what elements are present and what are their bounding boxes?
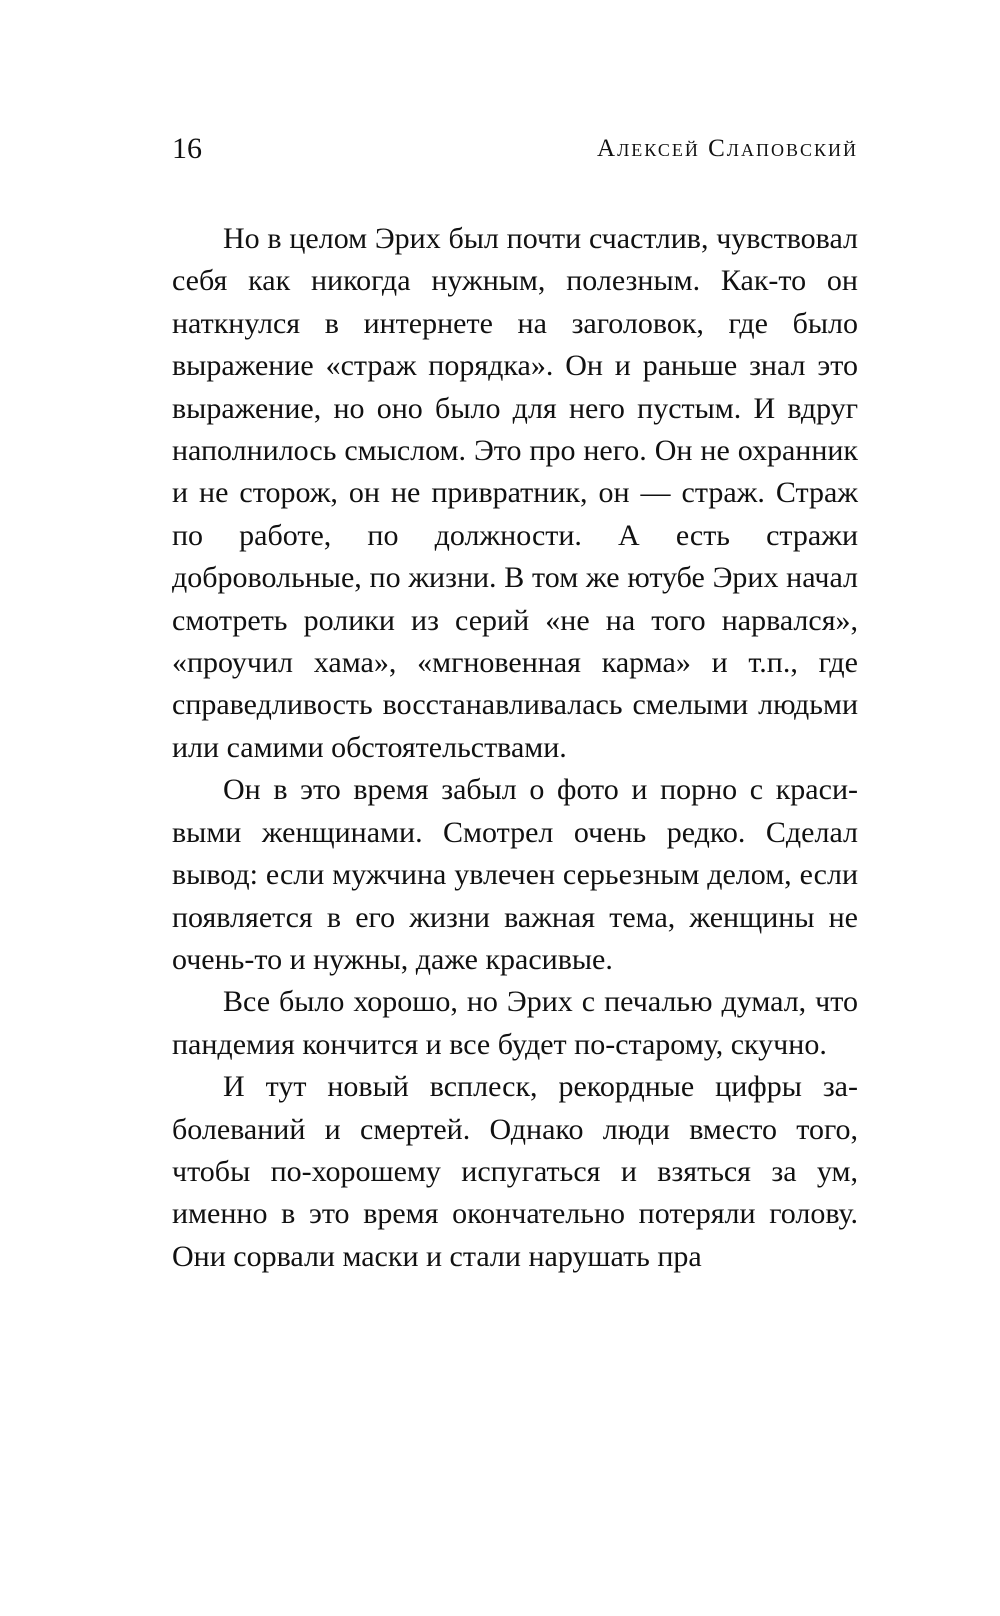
body-text xyxy=(172,218,858,1278)
paragraph-2: Он в это время забыл о фото и порно с красивыми женщинами. Смотрел очень редко. Сделал вывод: если мужчина увлечен серьезным делом, если появляется в его жизни важная тема, женщины не очень-то и нужны, даже красивые. xyxy=(172,773,858,976)
author-name: Алексей Слаповский xyxy=(597,135,858,162)
paragraph-1: Но в целом Эрих был почти счастлив, чувствовал себя как никогда нужным, полезным. Как-то он наткнулся в интернете на заголовок, где было выражение «страж порядка». Он и раньше знал это выражение, но оно было для него пустым. И вдруг наполнилось смыслом. Это про него. Он не охранник и не сторож, он не привратник, он — страж. Страж по работе, по должности. А есть стражи добровольные, по жизни. В том же ютубе Эрих начал смотреть ролики из серий «не на того нарвался», «проучил хама», «мгновенная карма» и т.п., где справедливость восстанавливалась смелыми людьми или самими обстоятельствами. xyxy=(172,222,858,764)
paragraph-4: И тут новый всплеск, рекордные цифры заболеваний и смертей. Однако люди вместо того, чтобы по-хорошему испугаться и взяться за ум, именно в это время окончательно потеряли голову. Они сорвали маски и стали нарушать пра xyxy=(172,1070,858,1273)
page-number: 16 xyxy=(172,132,202,165)
running-head xyxy=(172,132,858,172)
paragraph-3: Все было хорошо, но Эрих с печалью думал, что пандемия кончится и все будет по-старому, скучно. xyxy=(172,985,858,1061)
